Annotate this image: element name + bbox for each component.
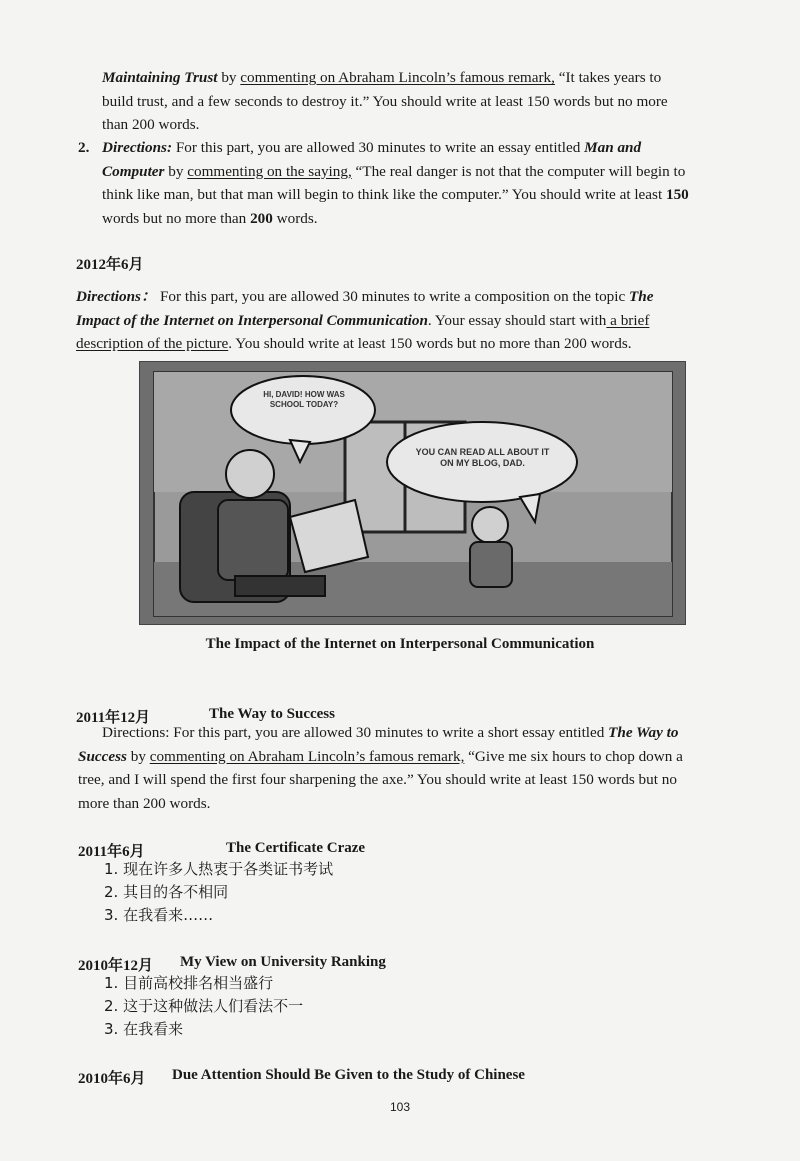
directions-label: Directions： [76,288,157,305]
underlined-phrase: commenting on the saying, [187,162,352,180]
directions-label: Directions: [102,139,173,156]
cartoon-picture [139,361,686,625]
section-2011-6-points [104,858,333,927]
section-title: The Certificate Craze [226,840,366,856]
section-title: The Way to Success [209,706,335,722]
section-heading-2010-6 [78,1067,525,1088]
section-2010-12-points [104,972,303,1041]
underlined-phrase: commenting on Abraham Lincoln’s famous remark, [240,69,555,86]
item-2-text: Directions: For this part, you are allowed 30 minutes to write an essay entitled Man and Computer by commenting on the saying, “The real danger is not that the computer will begin to think like man, but that man will begin to think like the computer.” You should write at least 150 words but no more than 200 words. [102,139,689,227]
speech-bubble-right: YOU CAN READ ALL ABOUT IT ON MY BLOG, DAD. [415,447,550,468]
list-item: 1. 现在许多人热衷于各类证书考试 [104,860,334,878]
item-2-number: 2. [78,139,90,156]
page-number: 103 [389,1100,411,1114]
section-date: 2010年12月 [78,958,154,974]
essay-title: The Impact of the Internet on Interpersonal Communication [76,288,654,329]
underlined-phrase: commenting on Abraham Lincoln’s famous remark, [149,747,465,765]
essay-title: Maintaining Trust [102,69,218,86]
section-date: 2012年6月 [76,257,144,273]
section-2012-6-directions: Directions： For this part, you are allowed 30 minutes to write a composition on the topic The Impact of the Internet on Interpersonal Communication. Your essay should start with a brief description of the picture. You should write at least 150 words but no more than 200 words. [76,288,654,352]
item-1-text: Maintaining Trust by commenting on Abraham Lincoln’s famous remark, “It takes years to build trust, and a few seconds to destroy it.” You should write at least 150 words but no more than 200 words. [102,69,668,133]
section-2011-12-directions: Directions: For this part, you are allowed 30 minutes to write a short essay entitled The Way to Success by commenting on Abraham Lincoln’s famous remark, “Give me six hours to chop down a tree, and I will spend the first four sharpening the axe.” You should write at least 150 words but no more than 200 words. [78,724,683,812]
section-date: 2011年12月 [76,710,151,726]
list-item: 2. 这于这种做法人们看法不一 [104,997,304,1015]
list-item: 1. 目前高校排名相当盛行 [104,974,274,992]
section-heading-2012-6 [76,253,144,274]
underlined-phrase: a brief description of the picture [76,311,650,352]
list-item: 3. 在我看来…… [104,906,214,924]
picture-caption: The Impact of the Internet on Interpersonal Communication [205,636,595,652]
section-date: 2011年6月 [78,844,145,860]
section-title: Due Attention Should Be Given to the Study of Chinese [172,1067,525,1083]
section-date: 2010年6月 [78,1071,146,1087]
list-item: 2. 其目的各不相同 [104,883,229,901]
essay-title: Man and Computer [102,139,642,180]
section-title: My View on University Ranking [180,954,386,970]
speech-bubble-left: HI, DAVID! HOW WAS SCHOOL TODAY? [263,390,345,409]
list-item: 3. 在我看来 [104,1020,184,1038]
essay-title: The Way to Success [78,724,679,765]
